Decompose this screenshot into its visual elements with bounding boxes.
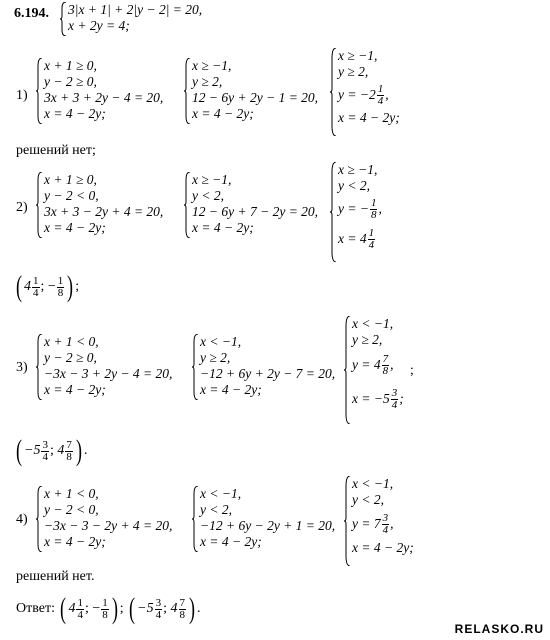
case3-c3-post: , xyxy=(390,357,394,372)
case2-system-a xyxy=(36,172,186,238)
case1-b-line: y ≥ 2, xyxy=(192,74,223,89)
answer-part: 4 xyxy=(57,443,65,459)
answer-minus: − xyxy=(47,279,56,295)
case3-a-line: x + 1 < 0, xyxy=(44,334,99,349)
brace-icon xyxy=(330,48,336,136)
brace-icon xyxy=(344,476,350,566)
case2-b-line: y < 2, xyxy=(192,188,224,203)
case2-a-line: y − 2 < 0, xyxy=(44,188,99,203)
paren-left: ( xyxy=(60,592,67,625)
case2-c-line: x ≥ −1, xyxy=(338,162,378,177)
brace-icon xyxy=(36,172,42,238)
case4-c-line xyxy=(352,508,444,540)
fraction-numerator: 7 xyxy=(382,353,389,366)
case1-c-line: y ≥ 2, xyxy=(338,64,369,79)
case4-a-line: x + 1 < 0, xyxy=(44,486,99,501)
fraction-numerator: 3 xyxy=(382,512,389,525)
fraction xyxy=(41,440,49,463)
case1-c-line: x = 4 − 2y; xyxy=(338,110,400,125)
fraction xyxy=(382,513,390,536)
case2-a-line: x = 4 − 2y; xyxy=(44,220,106,235)
case2-a-line: 3x + 3 − 2y + 4 = 20, xyxy=(44,204,164,219)
fraction xyxy=(32,276,40,299)
answer-end: . xyxy=(83,443,88,459)
fraction-denominator: 8 xyxy=(370,209,377,222)
case4-b-line: x = 4 − 2y; xyxy=(200,534,262,549)
case1-system-c xyxy=(330,48,440,136)
case1-c3-text: y = −2 xyxy=(338,87,376,102)
case4-c3-post: , xyxy=(390,516,394,531)
case2-c3-post: , xyxy=(378,201,382,216)
fraction-denominator: 8 xyxy=(102,608,108,621)
case2-c3-text: y = − xyxy=(338,201,369,216)
case2-c-line xyxy=(338,224,440,254)
fraction-denominator: 4 xyxy=(155,608,162,621)
case1-system-a xyxy=(36,58,186,124)
fraction-numerator: 1 xyxy=(77,596,83,609)
fraction-numerator: 3 xyxy=(155,596,162,609)
case1-a-line: x = 4 − 2y; xyxy=(44,106,106,121)
paren-right: ) xyxy=(67,270,74,303)
fraction-denominator: 8 xyxy=(66,450,72,463)
case3-label: 3) xyxy=(16,360,28,375)
problem-number: 6.194. xyxy=(14,6,49,21)
problem-system xyxy=(60,2,260,36)
case4-label: 4) xyxy=(16,512,28,527)
fraction xyxy=(370,198,378,221)
case2-b-line: x ≥ −1, xyxy=(192,172,232,187)
case3-b-line: −12 + 6y + 2y − 7 = 20, xyxy=(200,366,336,381)
watermark-text: RELASKO.RU xyxy=(454,622,544,636)
case2-system-b xyxy=(184,172,334,238)
answer-end: ; xyxy=(75,279,80,295)
case2-b-line: x = 4 − 2y; xyxy=(192,220,254,235)
final-label: Ответ: xyxy=(16,601,55,617)
fraction-numerator: 7 xyxy=(66,438,72,451)
case1-a-line: x + 1 ≥ 0, xyxy=(44,58,97,73)
case3-c-line: x < −1, xyxy=(352,316,394,331)
case2-c4-text: x = 4 xyxy=(338,231,367,246)
fraction-denominator: 4 xyxy=(33,286,39,299)
case2-b-line: 12 − 6y + 7 − 2y = 20, xyxy=(192,204,319,219)
fraction-denominator: 4 xyxy=(368,239,375,252)
case4-c-line: x < −1, xyxy=(352,476,394,491)
answer-mid: ; xyxy=(119,601,124,617)
answer-sep: ; xyxy=(49,443,54,459)
answer-sep: ; xyxy=(84,601,89,617)
case3-b-line: x = 4 − 2y; xyxy=(200,382,262,397)
case4-c3-text: y = 7 xyxy=(352,516,381,531)
paren-left: ( xyxy=(16,434,22,467)
case3-c4-text: x = −5 xyxy=(352,391,390,406)
case4-c-line: x = 4 − 2y; xyxy=(352,540,414,555)
case1-b-line: x = 4 − 2y; xyxy=(192,106,254,121)
brace-icon xyxy=(330,162,336,262)
case4-a-line: y − 2 < 0, xyxy=(44,502,99,517)
case3-a-line: x = 4 − 2y; xyxy=(44,382,106,397)
case4-system-a xyxy=(36,486,196,552)
fraction-denominator: 4 xyxy=(377,95,384,108)
case4-a-line: x = 4 − 2y; xyxy=(44,534,106,549)
fraction xyxy=(57,276,65,299)
case2-a-line: x + 1 ≥ 0, xyxy=(44,172,97,187)
fraction-numerator: 1 xyxy=(368,227,375,240)
fraction-numerator: 7 xyxy=(179,596,186,609)
case1-c-line xyxy=(338,80,440,110)
case4-system-c xyxy=(344,476,444,566)
case1-b-line: x ≥ −1, xyxy=(192,58,232,73)
fraction xyxy=(391,388,399,411)
case3-c-line xyxy=(352,382,424,416)
case1-a-line: 3x + 3 + 2y − 4 = 20, xyxy=(44,90,164,105)
case4-b-line: x < −1, xyxy=(200,486,242,501)
paren-left: ( xyxy=(16,270,22,303)
case1-a-line: y − 2 ≥ 0, xyxy=(44,74,97,89)
answer-part: −5 xyxy=(24,443,41,459)
case3-c3-text: y = 4 xyxy=(352,357,381,372)
answer-sep: ; xyxy=(163,601,168,617)
case3-answer xyxy=(14,436,87,466)
paren-right: ) xyxy=(75,434,82,467)
fraction-numerator: 3 xyxy=(42,438,48,451)
fraction xyxy=(155,598,163,621)
case4-result: решений нет. xyxy=(16,569,95,584)
case3-b-line: y ≥ 2, xyxy=(200,350,231,365)
case1-c3-post: , xyxy=(385,87,389,102)
case4-a-line: −3x − 3 − 2y + 4 = 20, xyxy=(44,518,173,533)
problem-eq2: x + 2y = 4; xyxy=(68,18,130,33)
case2-label: 2) xyxy=(16,200,28,215)
final-answer xyxy=(16,594,201,624)
case3-c4-post: ; xyxy=(399,391,404,406)
fraction-numerator: 1 xyxy=(102,596,108,609)
case3-c-line: y ≥ 2, xyxy=(352,332,383,347)
case3-system-a xyxy=(36,334,196,400)
fraction xyxy=(368,228,376,251)
paren-right: ) xyxy=(111,592,118,625)
paren-right: ) xyxy=(189,592,196,625)
answer-part: 4 xyxy=(24,279,31,295)
paren-left: ( xyxy=(129,592,136,625)
brace-icon xyxy=(36,58,42,124)
brace-icon xyxy=(184,172,190,238)
answer-end: . xyxy=(197,601,201,617)
problem-eq1: 3|x + 1| + 2|y − 2| = 20, xyxy=(68,2,203,17)
case4-b-line: −12 + 6y − 2y + 1 = 20, xyxy=(200,518,336,533)
case4-c-line: y < 2, xyxy=(352,492,384,507)
fraction xyxy=(76,598,84,621)
case3-a-line: −3x − 3 + 2y − 4 = 20, xyxy=(44,366,173,381)
case2-c-line: y < 2, xyxy=(338,178,370,193)
fraction xyxy=(179,598,187,621)
brace-icon xyxy=(36,334,42,400)
case1-label: 1) xyxy=(16,88,28,103)
fraction-numerator: 1 xyxy=(57,274,64,287)
case4-b-line: y < 2, xyxy=(200,502,232,517)
case3-trail: ; xyxy=(410,362,414,377)
fraction-denominator: 4 xyxy=(42,450,48,463)
fraction-denominator: 8 xyxy=(179,608,186,621)
case1-b-line: 12 − 6y + 2y − 1 = 20, xyxy=(192,90,319,105)
case1-result: решений нет; xyxy=(16,143,96,158)
answer-minus: − xyxy=(92,601,101,617)
case3-system-b xyxy=(192,334,342,400)
brace-icon xyxy=(36,486,42,552)
case2-c-line xyxy=(338,194,440,224)
fraction xyxy=(382,354,390,377)
answer-sep: ; xyxy=(40,279,45,295)
fraction-numerator: 1 xyxy=(377,83,384,96)
case1-system-b xyxy=(184,58,334,124)
case4-system-b xyxy=(192,486,342,552)
fraction xyxy=(377,84,385,107)
brace-icon xyxy=(184,58,190,124)
fraction-numerator: 1 xyxy=(33,274,39,287)
answer-part: −5 xyxy=(137,601,154,617)
answer-part: 4 xyxy=(68,601,76,617)
case3-b-line: x < −1, xyxy=(200,334,242,349)
fraction xyxy=(65,440,73,463)
fraction-denominator: 4 xyxy=(77,608,83,621)
brace-icon xyxy=(192,486,198,552)
answer-part: 4 xyxy=(170,601,178,617)
fraction-denominator: 4 xyxy=(391,399,398,412)
fraction-denominator: 8 xyxy=(382,365,389,378)
case2-answer xyxy=(14,272,79,302)
brace-icon xyxy=(60,2,66,36)
case3-a-line: y − 2 ≥ 0, xyxy=(44,350,97,365)
fraction-numerator: 1 xyxy=(370,197,377,210)
fraction-denominator: 4 xyxy=(382,524,389,537)
case1-c-line: x ≥ −1, xyxy=(338,48,378,63)
brace-icon xyxy=(192,334,198,400)
fraction-denominator: 8 xyxy=(57,286,64,299)
brace-icon xyxy=(344,316,350,424)
fraction-numerator: 3 xyxy=(391,387,398,400)
fraction xyxy=(101,598,109,621)
case2-system-c xyxy=(330,162,440,262)
